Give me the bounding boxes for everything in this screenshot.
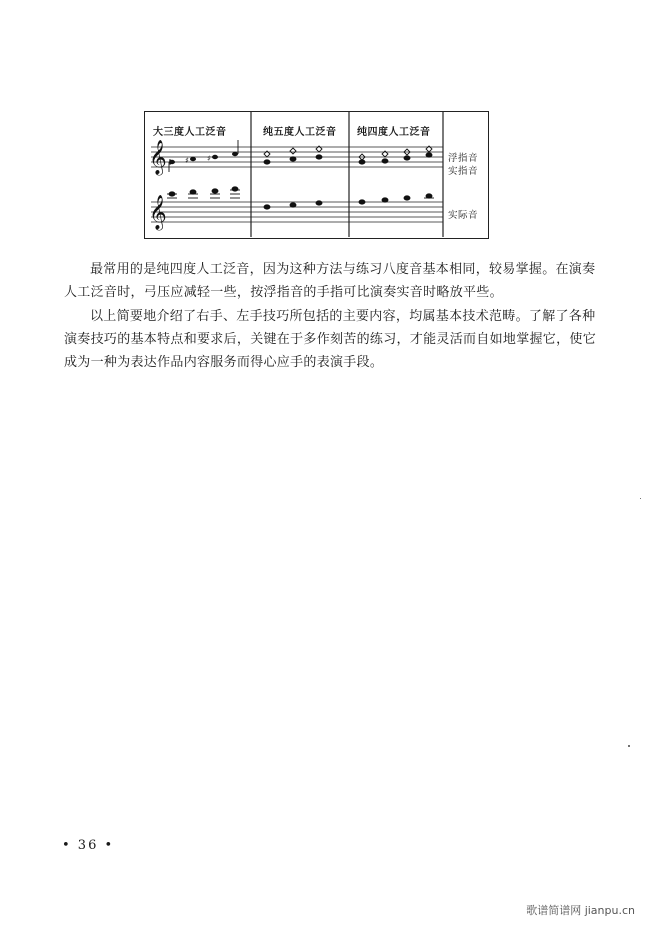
upper-notes-col3 [359,146,432,164]
column-title-perfect-fifth: 纯五度人工泛音 [263,127,337,138]
harmonics-music-figure [144,111,489,239]
column-title-perfect-fourth: 纯四度人工泛音 [357,127,431,138]
lower-staff [151,202,443,222]
page-number: • 36 • [62,838,115,853]
column-title-major-third: 大三度人工泛音 [153,127,227,138]
paragraph-2-line-3: 成为一种为表达作品内容服务而得心应手的表演手段。 [64,355,384,370]
label-floating-finger: 浮指音 [448,153,479,164]
scan-speck [628,745,630,747]
svg-text:♯: ♯ [207,154,211,163]
lower-notes [167,187,434,209]
treble-clef-lower-icon: 𝄞 [149,195,167,230]
paragraph-2-line-2: 演奏技巧的基本特点和要求后，关键在于多作刻苦的练习，才能灵活而自如地掌握它，使它 [64,332,597,347]
upper-staff [151,147,443,167]
svg-text:♯: ♯ [185,156,189,165]
paragraph-1-line-1: 最常用的是纯四度人工泛音，因为这种方法与练习八度音基本相同，较易掌握。在演奏 [90,262,596,277]
paragraph-2-line-1: 以上简要地介绍了右手、左手技巧所包括的主要内容，均属基本技术范畴。了解了各种 [90,309,596,324]
label-actual-sound: 实际音 [448,210,479,221]
paragraph-1-line-2: 人工泛音时，弓压应减轻一些，按浮指音的手指可比演奏实音时略放平些。 [64,285,503,300]
paragraph-1 [64,258,596,304]
site-watermark: 歌谱简谱网 jianpu.cn [526,904,635,917]
treble-clef-upper-icon: 𝄞 [149,140,167,175]
scan-speck [640,498,641,499]
upper-notes-col2 [264,146,322,164]
label-stopped-finger: 实指音 [448,166,479,177]
paragraph-2 [64,305,597,374]
